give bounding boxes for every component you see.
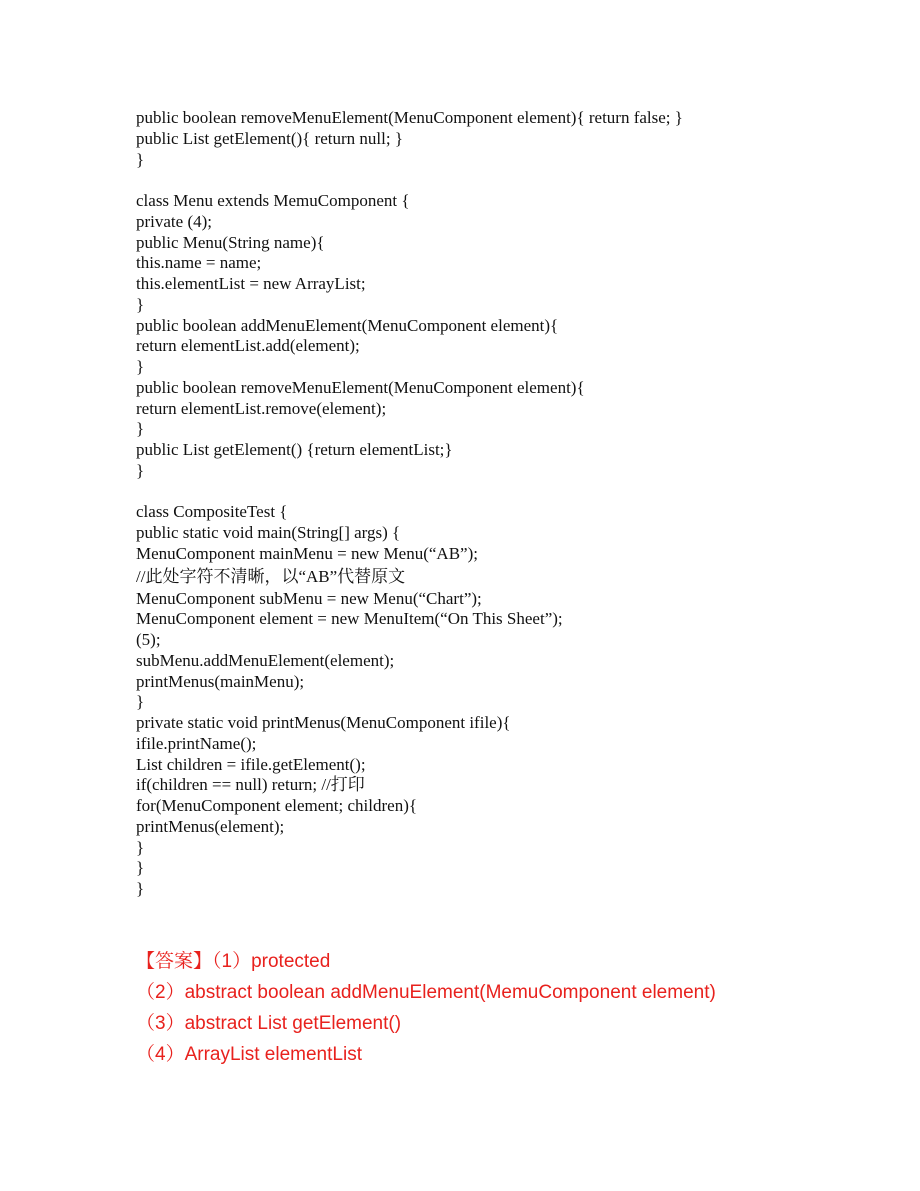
answer-item-2: （2）abstract boolean addMenuElement(MemuComponent element) — [136, 982, 716, 1003]
answer-label: 【答案】 — [136, 951, 213, 972]
answer-item-4: （4）ArrayList elementList — [136, 1044, 362, 1065]
answer-section — [136, 946, 716, 1070]
code-comment-line: //此处字符不清晰，以“AB”代替原文 — [136, 566, 406, 586]
code-line: public boolean addMenuElement(MenuComponent element){ — [136, 315, 559, 335]
code-line: } — [136, 858, 145, 878]
code-line: public boolean removeMenuElement(MenuComponent element){ return false; } — [136, 108, 683, 127]
answer-line-1 — [136, 946, 716, 977]
code-line: public List getElement(){ return null; } — [136, 128, 404, 148]
code-line: MenuComponent element = new MenuItem(“On This Sheet”); — [136, 609, 563, 629]
code-line: MenuComponent subMenu = new Menu(“Chart”); — [136, 588, 482, 608]
code-line: MenuComponent mainMenu = new Menu(“AB”); — [136, 543, 478, 563]
answer-item-3: （3）abstract List getElement() — [136, 1013, 402, 1034]
code-line: class CompositeTest { — [136, 502, 288, 522]
code-listing — [136, 108, 683, 900]
code-line: if(children == null) return; //打印 — [136, 775, 365, 795]
code-line: class Menu extends MemuComponent { — [136, 191, 410, 210]
code-line: } — [136, 419, 145, 439]
code-line: return elementList.remove(element); — [136, 398, 387, 418]
code-line: public Menu(String name){ — [136, 232, 325, 252]
code-line: private (4); — [136, 211, 212, 231]
code-line: printMenus(element); — [136, 816, 285, 836]
answer-item-1: （1）protected — [212, 951, 331, 972]
code-line: } — [136, 460, 145, 480]
code-line: } — [136, 149, 145, 169]
code-line: public static void main(String[] args) { — [136, 523, 401, 542]
code-line: public List getElement() {return elementList;} — [136, 440, 453, 459]
code-line-blank — [136, 482, 683, 503]
code-line: public boolean removeMenuElement(MenuComponent element){ — [136, 377, 585, 397]
code-line: } — [136, 357, 145, 376]
code-line: subMenu.addMenuElement(element); — [136, 650, 395, 670]
code-line-blank — [136, 170, 683, 191]
code-line: printMenus(mainMenu); — [136, 671, 305, 691]
code-line: } — [136, 692, 145, 712]
code-line: this.elementList = new ArrayList; — [136, 274, 366, 293]
code-line: return elementList.add(element); — [136, 336, 360, 356]
code-line: for(MenuComponent element; children){ — [136, 796, 418, 815]
code-line: } — [136, 837, 145, 857]
code-line: (5); — [136, 630, 161, 649]
code-line: List children = ifile.getElement(); — [136, 754, 366, 774]
code-line: } — [136, 879, 145, 898]
code-line: this.name = name; — [136, 253, 262, 273]
code-line: ifile.printName(); — [136, 733, 257, 753]
code-line: private static void printMenus(MenuComponent ifile){ — [136, 713, 511, 732]
code-line: } — [136, 294, 145, 314]
